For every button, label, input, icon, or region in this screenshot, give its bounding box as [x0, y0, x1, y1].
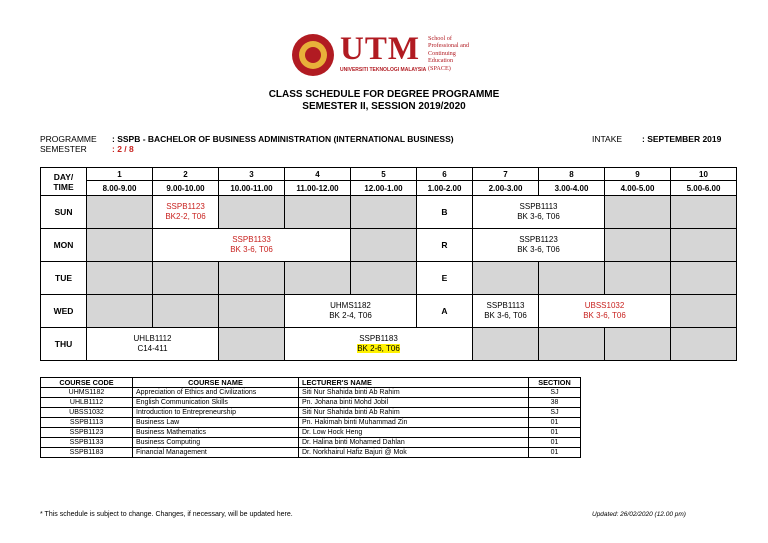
- empty-slot: [473, 262, 539, 295]
- column-header: COURSE CODE: [41, 378, 133, 388]
- empty-slot: [87, 262, 153, 295]
- break-letter: R: [417, 229, 473, 262]
- class-slot: SSPB1113 BK 3-6, T06: [473, 295, 539, 328]
- slot-time: 12.00-1.00: [351, 181, 417, 196]
- slot-time: 9.00-10.00: [153, 181, 219, 196]
- empty-slot: [87, 295, 153, 328]
- lecturer-name: Dr. Low Hock Heng: [299, 428, 529, 438]
- class-slot: UHLB1112 C14-411: [87, 328, 219, 361]
- empty-slot: [671, 295, 737, 328]
- day-label: TUE: [41, 262, 87, 295]
- slot-number: 7: [473, 168, 539, 181]
- empty-slot: [351, 229, 417, 262]
- day-label: THU: [41, 328, 87, 361]
- course-name: Business Computing: [133, 438, 299, 448]
- empty-slot: [605, 229, 671, 262]
- empty-slot: [671, 328, 737, 361]
- course-table-header: [41, 378, 581, 388]
- day-time-header: DAY/ TIME: [41, 168, 87, 196]
- schedule-row-wed: [41, 295, 737, 328]
- empty-slot: [539, 328, 605, 361]
- slot-number-row: [41, 168, 737, 181]
- empty-slot: [153, 262, 219, 295]
- slot-number: 1: [87, 168, 153, 181]
- empty-slot: [605, 196, 671, 229]
- break-letter: A: [417, 295, 473, 328]
- lecturer-name: Siti Nur Shahida binti Ab Rahim: [299, 408, 529, 418]
- table-row: [41, 428, 581, 438]
- empty-slot: [285, 196, 351, 229]
- column-header: SECTION: [529, 378, 581, 388]
- course-name: Business Law: [133, 418, 299, 428]
- intake-label: INTAKE: [592, 134, 623, 144]
- class-slot: SSPB1123 BK 3-6, T06: [473, 229, 605, 262]
- lecturer-name: Siti Nur Shahida binti Ab Rahim: [299, 388, 529, 398]
- highlighted-room: BK 2-6, T06: [357, 344, 400, 353]
- table-row: [41, 438, 581, 448]
- section: 01: [529, 418, 581, 428]
- table-row: [41, 408, 581, 418]
- slot-number: 8: [539, 168, 605, 181]
- course-name: Business Mathematics: [133, 428, 299, 438]
- empty-slot: [671, 196, 737, 229]
- empty-slot: [671, 262, 737, 295]
- slot-time: 8.00-9.00: [87, 181, 153, 196]
- section: 01: [529, 428, 581, 438]
- section: 01: [529, 448, 581, 458]
- course-name: Financial Management: [133, 448, 299, 458]
- lecturer-name: Pn. Johana binti Mohd Jobil: [299, 398, 529, 408]
- break-letter: B: [417, 196, 473, 229]
- empty-slot: [219, 196, 285, 229]
- empty-slot: [87, 229, 153, 262]
- section: SJ: [529, 408, 581, 418]
- page-title: CLASS SCHEDULE FOR DEGREE PROGRAMME: [268, 89, 500, 100]
- schedule-row-mon: [41, 229, 737, 262]
- empty-slot: [351, 262, 417, 295]
- class-slot: SSPB1133 BK 3-6, T06: [153, 229, 351, 262]
- slot-time: 1.00-2.00: [417, 181, 473, 196]
- day-label: WED: [41, 295, 87, 328]
- column-header: LECTURER'S NAME: [299, 378, 529, 388]
- page-subtitle: SEMESTER II, SESSION 2019/2020: [302, 101, 466, 112]
- course-code: SSPB1113: [41, 418, 133, 428]
- slot-number: 3: [219, 168, 285, 181]
- empty-slot: [351, 196, 417, 229]
- empty-slot: [87, 196, 153, 229]
- logo-wordmark: UTM: [340, 31, 420, 67]
- class-slot: UBSS1032 BK 3-6, T06: [539, 295, 671, 328]
- schedule-disclaimer: * This schedule is subject to change. Changes, if necessary, will be updated here.: [40, 511, 293, 518]
- empty-slot: [539, 262, 605, 295]
- empty-slot: [605, 262, 671, 295]
- slot-time: 10.00-11.00: [219, 181, 285, 196]
- section: 38: [529, 398, 581, 408]
- slot-number: 6: [417, 168, 473, 181]
- logo-school-name: School of Professional and Continuing Education (SPACE): [428, 35, 470, 72]
- slot-number: 10: [671, 168, 737, 181]
- empty-slot: [473, 328, 539, 361]
- section: 01: [529, 438, 581, 448]
- empty-slot: [219, 262, 285, 295]
- course-name: Introduction to Entrepreneurship: [133, 408, 299, 418]
- slot-number: 5: [351, 168, 417, 181]
- lecturer-name: Dr. Norkhairul Hafiz Bajuri @ Mok: [299, 448, 529, 458]
- day-label: SUN: [41, 196, 87, 229]
- course-code: UHMS1182: [41, 388, 133, 398]
- empty-slot: [219, 295, 285, 328]
- empty-slot: [605, 328, 671, 361]
- schedule-row-sun: [41, 196, 737, 229]
- utm-seal-icon: [292, 34, 334, 76]
- table-row: [41, 448, 581, 458]
- logo-university-name: UNIVERSITI TEKNOLOGI MALAYSIA: [340, 67, 427, 73]
- course-code: SSPB1123: [41, 428, 133, 438]
- empty-slot: [671, 229, 737, 262]
- break-letter: E: [417, 262, 473, 295]
- utm-logo: [292, 31, 492, 78]
- programme-value: : SSPB - BACHELOR OF BUSINESS ADMINISTRATION (INTERNATIONAL BUSINESS): [112, 134, 454, 144]
- table-row: [41, 388, 581, 398]
- slot-time-row: [41, 181, 737, 196]
- course-code: UBSS1032: [41, 408, 133, 418]
- course-name: English Communication Skills: [133, 398, 299, 408]
- course-table: [40, 377, 581, 458]
- empty-slot: [219, 328, 285, 361]
- empty-slot: [153, 295, 219, 328]
- programme-label: PROGRAMME: [40, 134, 97, 144]
- empty-slot: [285, 262, 351, 295]
- schedule-row-tue: [41, 262, 737, 295]
- course-code: UHLB1112: [41, 398, 133, 408]
- slot-number: 2: [153, 168, 219, 181]
- intake-value: : SEPTEMBER 2019: [642, 134, 722, 144]
- slot-time: 5.00-6.00: [671, 181, 737, 196]
- day-label: MON: [41, 229, 87, 262]
- table-row: [41, 418, 581, 428]
- slot-time: 3.00-4.00: [539, 181, 605, 196]
- semester-label: SEMESTER: [40, 144, 87, 154]
- slot-time: 2.00-3.00: [473, 181, 539, 196]
- class-slot: SSPB1123 BK2-2, T06: [153, 196, 219, 229]
- schedule-row-thu: [41, 328, 737, 361]
- slot-number: 4: [285, 168, 351, 181]
- class-slot: UHMS1182 BK 2-4, T06: [285, 295, 417, 328]
- class-slot: SSPB1113 BK 3-6, T06: [473, 196, 605, 229]
- semester-value: : 2 / 8: [112, 144, 134, 154]
- class-slot: SSPB1183 BK 2-6, T06: [285, 328, 473, 361]
- schedule-table: [40, 167, 737, 361]
- course-name: Appreciation of Ethics and Civilizations: [133, 388, 299, 398]
- course-code: SSPB1133: [41, 438, 133, 448]
- slot-time: 4.00-5.00: [605, 181, 671, 196]
- course-code: SSPB1183: [41, 448, 133, 458]
- table-row: [41, 398, 581, 408]
- column-header: COURSE NAME: [133, 378, 299, 388]
- section: SJ: [529, 388, 581, 398]
- lecturer-name: Pn. Hakimah binti Muhammad Zin: [299, 418, 529, 428]
- updated-timestamp: Updated: 26/02/2020 (12.00 pm): [592, 511, 686, 518]
- slot-time: 11.00-12.00: [285, 181, 351, 196]
- lecturer-name: Dr. Halina binti Mohamed Dahlan: [299, 438, 529, 448]
- slot-number: 9: [605, 168, 671, 181]
